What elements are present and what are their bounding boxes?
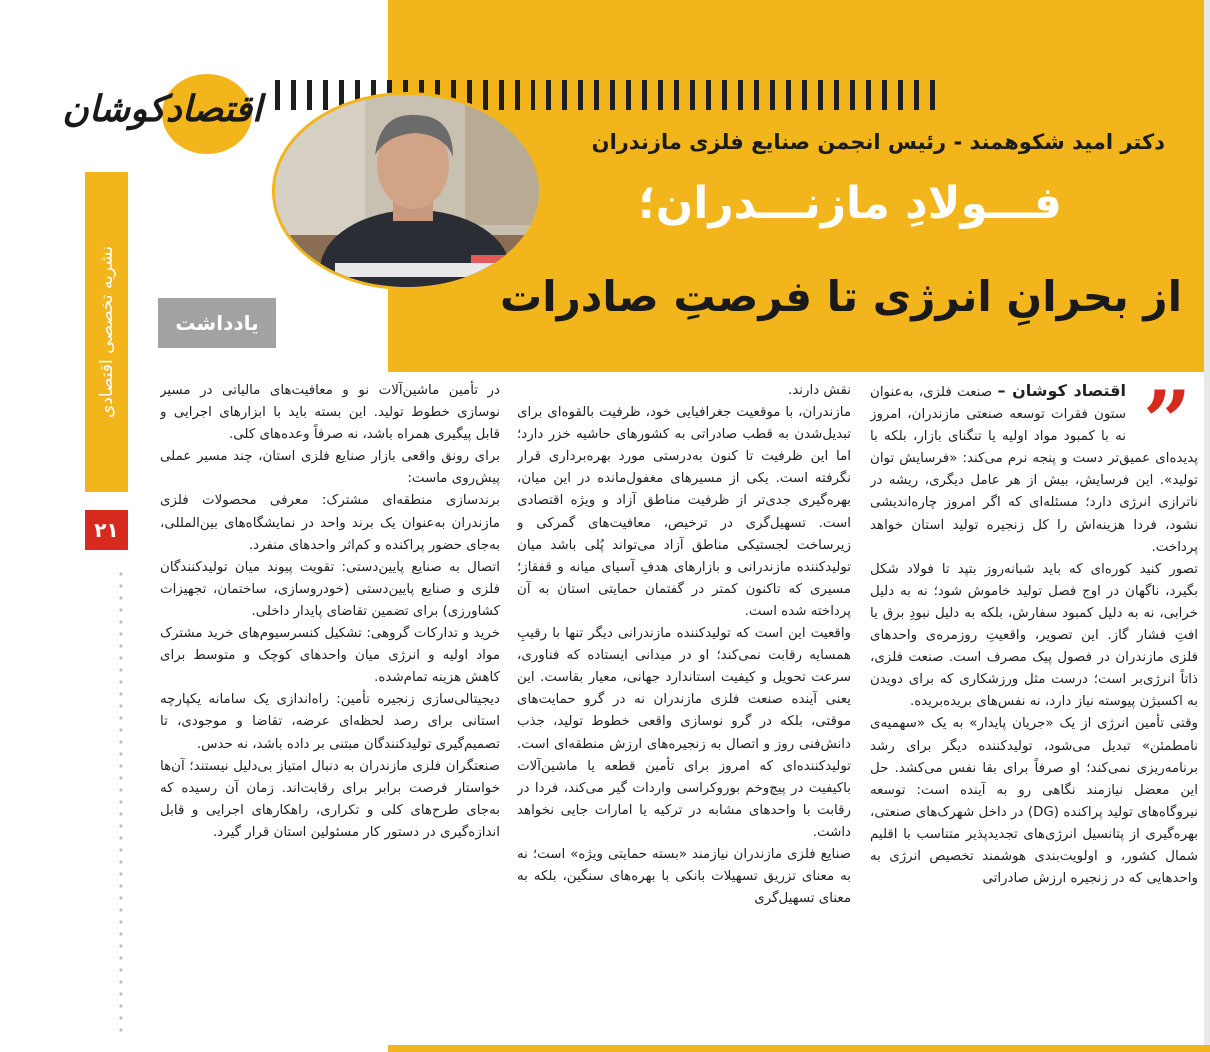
headline-line2: از بحرانِ انرژی تا فرصتِ صادرات: [500, 272, 1182, 321]
lead-name: اقتصاد کوشان –: [997, 381, 1126, 400]
bottom-accent-bar: [388, 1045, 1210, 1052]
dotted-divider: [118, 568, 124, 1038]
quote-icon: ”: [1142, 372, 1192, 471]
article-column-1: [870, 380, 1198, 1040]
paragraph: صنایع فلزی مازندران نیازمند «بسته حمایتی ویژه» است؛ نه به معنای تزریق تسهیلات بانکی با بهره‌های سنگین، بلکه به معنای تسهیل‌گری: [517, 846, 851, 907]
author-portrait: [272, 92, 542, 290]
paragraph: تصور کنید کوره‌ای که باید شبانه‌روز بتپد تا فولاد شکل بگیرد، ناگهان در اوج فصل تولید خاموش شود؛ نه به دلیل خرابی، نه به دلیل کمبود سفارش، بلکه به دلیل نبودِ برق یا افتِ فشار گاز. این تصویر، واقعیتِ روزمره‌ی واحدهای فلزی مازندران در فصول پیک مصرف است. صنعت فلزی، ذاتاً انرژی‌بر است؛ درست مثل ورزشکاری که برای دویدن به اکسیژن پیوسته نیاز دارد، نه نفس‌های بریده‌بریده.: [870, 561, 1198, 710]
paragraph: برای رونق واقعی بازار صنایع فلزی استان، چند مسیر عملی پیش‌روی ماست:: [160, 449, 500, 487]
publication-logo: [62, 70, 262, 160]
logo-text: اقتصادکوشان: [62, 88, 262, 130]
author-byline: دکتر امید شکوهمند - رئیس انجمن صنایع فلزی مازندران: [591, 130, 1165, 154]
paragraph: نقش دارند.: [788, 383, 851, 398]
paragraph: در تأمین ماشین‌آلات نو و معافیت‌های مالیاتی در مسیر نوسازی خطوط تولید. این بسته باید با ابزارهای اجرایی و قابل پیگیری همراه باشد، نه صرفاً وعده‌های کلی.: [160, 383, 500, 443]
paragraph: اقتصاد کوشان – صنعت فلزی، به‌عنوان ستون فقرات توسعه صنعتی مازندران، امروز نه با کمبود مواد اولیه یا تنگنای بازار، بلکه با پدیده‌ای عمیق‌تر دست و پنجه نرم می‌کند: «فرسایش توان تولید». این فرسایش، بیش از هر عامل دیگری، ریشه در ناترازی انرژی دارد؛ مسئله‌ای که اگر امروز چاره‌اندیشی نشود، فردا هزینه‌اش را کل زنجیره تولید استان خواهد پرداخت.: [870, 381, 1198, 555]
paragraph: خرید و تدارکات گروهی: تشکیل کنسرسیوم‌های خرید مشترک مواد اولیه و انرژی میان واحدهای کوچک و متوسط برای کاهش هزینه تمام‌شده.: [160, 626, 500, 686]
paragraph: مازندران، با موقعیت جغرافیایی خود، ظرفیت بالقوه‌ای برای تبدیل‌شدن به قطب صادراتی به کشورهای حاشیه خزر دارد؛ اما این ظرفیت تا کنون به‌درستی مورد بهره‌برداری قرار نگرفته است. یکی از مسیرهای مغفول‌مانده در این میان، بهره‌گیری جدی‌تر از ظرفیت مناطق آزاد و ویژه اقتصادی است. تسهیل‌گری در ترخیص، معافیت‌های گمرکی و زیرساخت لجستیکی مناطق آزاد می‌تواند پُلی باشد میان تولیدکننده مازندرانی و بازارهای هدفِ آسیای میانه و قفقاز؛ مسیری که تاکنون کمتر در گفتمان حمایتی استان به آن پرداخته شده است.: [517, 405, 851, 619]
article-column-2: [517, 380, 851, 1040]
paragraph: وقتی تأمین انرژی از یک «جریان پایدار» به یک «سهمیه‌ی نامطمئن» تبدیل می‌شود، تولیدکننده دیگر برای رشد برنامه‌ریزی نمی‌کند؛ او صرفاً برای بقا نفس می‌کشد. حل این معضل نیازمند نگاهی رو به آینده است: توسعه نیروگاه‌های تولید پراکنده (DG) در داخل شهرک‌های صنعتی، بهره‌گیری از پتانسیل انرژی‌های تجدیدپذیر متناسب با اقلیم شمال کشور، و اولویت‌بندی هوشمند تخصیص انرژی به واحدهایی که در زنجیره ارزش صادراتی: [870, 716, 1198, 887]
article-column-3: [160, 380, 500, 1040]
paragraph: برندسازی منطقه‌ای مشترک: معرفی محصولات فلزی مازندران به‌عنوان یک برند واحد در نمایشگاه‌های بین‌المللی، به‌جای حضور پراکنده و کم‌اثر واحدهای منفرد.: [160, 493, 500, 553]
paragraph: واقعیت این است که تولیدکننده مازندرانی دیگر تنها با رقیبِ همسایه رقابت نمی‌کند؛ او در میدانی ایستاده که فناوری، سرعت تحویل و کیفیت استاندارد جهانی، معیار بقاست. این یعنی آینده صنعت فلزی مازندران نه در گرو حمایت‌های موقتی، بلکه در گرو نوسازی واقعی خطوط تولید، جذب دانش‌فنی روز و اتصال به زنجیره‌های ارزش منطقه‌ای است. تولیدکننده‌ای که امروز برای تأمین قطعه یا ماشین‌آلات باکیفیت در پیچ‌وخم بوروکراسی واردات گیر می‌کند، فردا در رقابت با واحدهای مشابه در ترکیه یا امارات جایی نخواهد داشت.: [517, 626, 851, 840]
section-tag: یادداشت: [158, 298, 276, 348]
page-number: ۲۱: [85, 510, 128, 550]
paragraph: صنعتگران فلزی مازندران به دنبال امتیاز بی‌دلیل نیستند؛ آن‌ها خواستار فرصت برابر برای رقابت‌اند. زمان آن رسیده که به‌جای طرح‌های کلی و تکراری، راهکارهای اجرایی و قابل اندازه‌گیری در دستور کار مسئولین استان قرار گیرد.: [160, 758, 500, 840]
person-photo-icon: [275, 95, 542, 290]
headline-line1: فـــولادِ مازنـــدران؛: [638, 178, 1062, 229]
paragraph: اتصال به صنایع پایین‌دستی: تقویت پیوند میان تولیدکنندگان فلزی و صنایع پایین‌دستی (خودروسازی، ساختمان، تجهیزات کشاورزی) برای تضمین تقاضای پایدار داخلی.: [160, 559, 500, 619]
publication-label: نشریه تخصصی اقتصادی: [97, 245, 117, 419]
page-edge: [1204, 0, 1210, 1052]
paragraph: دیجیتالی‌سازی زنجیره تأمین: راه‌اندازی یک سامانه یکپارچه استانی برای رصد لحظه‌ای عرضه، تقاضا و موجودی، تا تصمیم‌گیری تولیدکنندگان مبتنی بر داده باشد، نه حدس.: [160, 692, 500, 752]
